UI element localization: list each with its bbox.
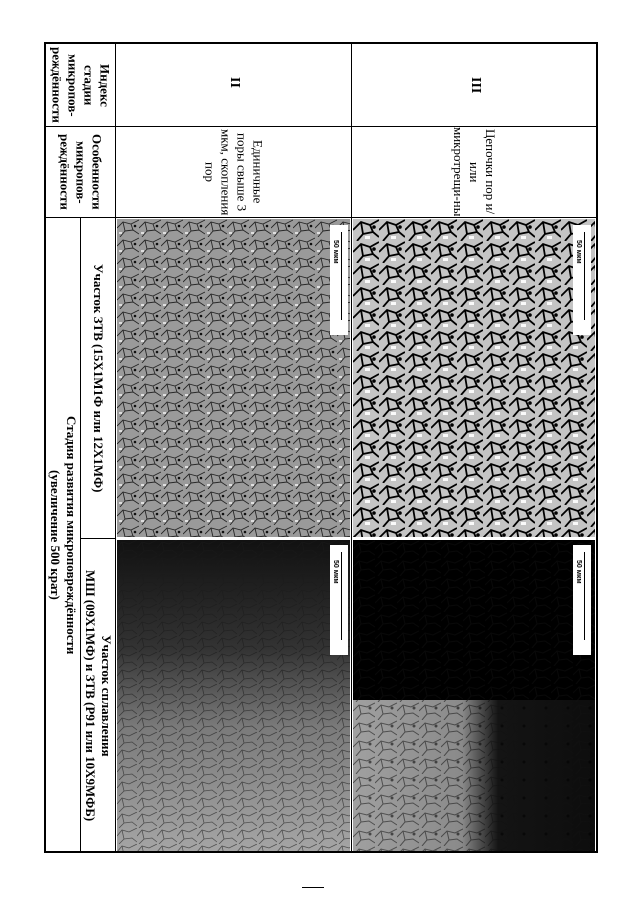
row-1-index: II: [227, 77, 242, 88]
footer-mark: [302, 887, 324, 888]
features-column-header: Особенности микропов-реждённости: [57, 134, 105, 210]
micrograph-row1-fusion: [117, 540, 350, 851]
index-column-header: Индекс стадии микропов-реждённости: [49, 47, 113, 123]
row-2-index: III: [468, 77, 483, 94]
fusion-zone-line1: Участок сплавления: [99, 634, 114, 757]
fusion-zone-header: [81, 539, 115, 852]
row-2-features: Цепочки пор и/или микротрещи-ны: [451, 127, 498, 217]
row-1-features: Единичные поры свыше 3 мкм, скопления пор: [202, 128, 266, 216]
fusion-zone-line2: МШ (09Х1МФ) и ЗТВ (Р91 или 10Х9МФБ): [83, 569, 98, 822]
micrograph-row2-haz: [353, 219, 595, 537]
micrograph-row2-fusion: [353, 540, 595, 851]
stage-title-header: [46, 218, 80, 852]
haz-zone-header: Участок ЗТВ (15Х1М1Ф или 12Х1МФ): [91, 263, 106, 493]
micrograph-row1-haz: [117, 219, 350, 537]
magnification: (увеличение 500 крат): [48, 470, 63, 600]
stage-title: Стадия развития микроповреждённости: [64, 415, 79, 655]
